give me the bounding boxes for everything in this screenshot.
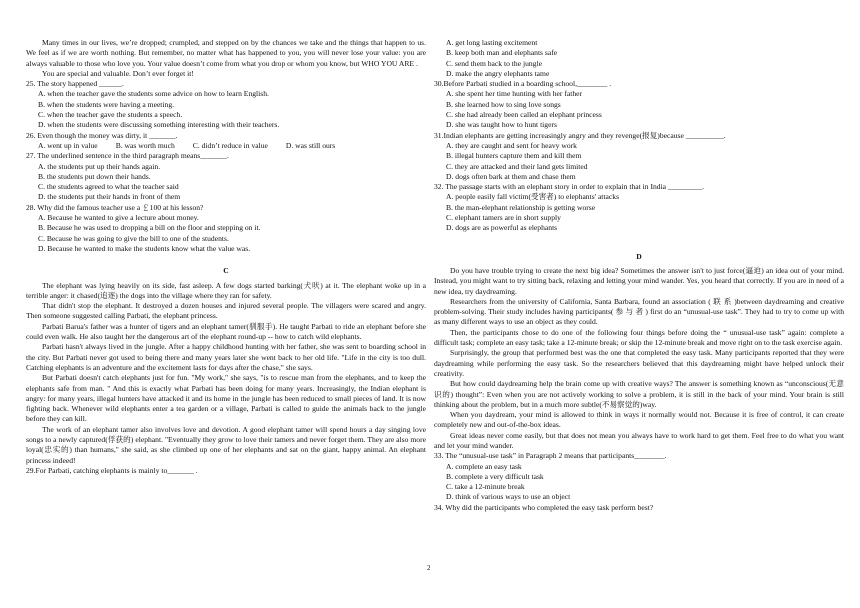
option: D. Because he wanted to make the students know what the value was. [38, 243, 251, 253]
option: A. went up in value [38, 140, 98, 150]
option: A. she spent her time hunting with her father [446, 89, 583, 99]
option: D. think of various ways to use an object [446, 492, 571, 502]
option: C. send them back to the jungle [446, 58, 542, 68]
right-column [434, 38, 844, 513]
question-30: 30.Before Parbati studied in a boarding school,________ . [434, 79, 612, 89]
option: A. Because he wanted to give a lecture about money. [38, 213, 199, 223]
option: B. keep both man and elephants safe [446, 48, 558, 58]
option: C. elephant tamers are in short supply [446, 213, 561, 223]
passage-paragraph: But how could daydreaming help the brain come up with creative ways? The answer is something known as “unconscious(无意识的) thought”: Even when you are not actively working to solve a problem, it is still in the back of your mind. Your brain is still thinking about the problem, but in a much more subtle(不易察觉的)way. [434, 379, 844, 409]
options-row [38, 141, 426, 151]
option: B. the students put down their hands. [38, 171, 151, 181]
passage-paragraph: When you daydream, your mind is allowed to think in ways it normally would not. Because it is free of control, it can create completely new and out-of-the-box ideas. [434, 410, 844, 430]
option: A. complete an easy task [446, 461, 522, 471]
option: B. when the students were having a meeting. [38, 99, 175, 109]
passage-paragraph: Great ideas never come easily, but that does not mean you always have to work hard to get them. Feel free to do what you want and let your mind wander. [434, 430, 844, 450]
option: C. she had already been called an elephant princess [446, 110, 602, 120]
option: C. they are attacked and their land gets limited [446, 161, 588, 171]
option: B. complete a very difficult task [446, 471, 544, 481]
option: A. they are caught and sent for heavy work [446, 140, 577, 150]
option: B. illegal hunters capture them and kill them [446, 151, 582, 161]
option: D. dogs often bark at them and chase them [446, 171, 576, 181]
question-27: 27. The underlined sentence in the third paragraph means_______. [26, 151, 229, 161]
option: C. when the teacher gave the students a speech. [38, 110, 183, 120]
page-number: 2 [427, 564, 431, 572]
question-26: 26. Even though the money was dirty, it _______. [26, 130, 178, 140]
option: C. the students agreed to what the teacher said [38, 182, 179, 192]
option: D. when the students were discussing something interesting with their teachers. [38, 120, 280, 130]
question-29: 29.For Parbati, catching elephants is mainly to_______ . [26, 465, 198, 475]
option: D. the students put their hands in front of them [38, 192, 181, 202]
option: D. she was taught how to hunt tigers [446, 120, 557, 130]
passage-paragraph: Do you have trouble trying to create the next big idea? Sometimes the answer isn't to just force(逼迫) an idea out of your mind. Instead, you might want to try sitting back, relaxing and letting your mind wander. Yes, you heard that correctly. If you are in need of a new idea, try daydreaming. [434, 265, 844, 296]
option: A. get long lasting excitement [446, 38, 538, 47]
question-25: 25. The story happened ______. [26, 79, 124, 89]
option: B. Because he was used to dropping a bill on the floor and stepping on it. [38, 223, 261, 233]
passage-paragraph: Surprisingly, the group that performed best was the one that completed the easy task. Many participants reported that they were daydreaming while performing the easy task. So the researchers believed that this daydreaming might have helped unlock their creativity. [434, 348, 844, 378]
passage-paragraph: The elephant was lying heavily on its side, fast asleep. A few dogs started barking(犬吠) at it. The elephant woke up in a terrible anger: it chased(追逐) the dogs into the village where they ran for safety. [26, 280, 426, 300]
option: C. didn’t reduce in value [192, 140, 268, 150]
passage-paragraph: The work of an elephant tamer also involves love and devotion. A good elephant tamer will spend hours a day singing love songs to a newly captured(俘获的) elephant. "Eventually they grow to love their tamers and never forget them. They are also more loyal(忠实的) than humans," she said, as she climbed up one of her elephants and sat on the giant, happy animal. An elephant princess indeed! [26, 424, 426, 465]
question-34: 34. Why did the participants who completed the easy task perform best? [434, 502, 654, 512]
option: B. was worth much [115, 140, 175, 150]
option: A. the students put up their hands again. [38, 161, 161, 171]
option: D. was still ours [285, 140, 336, 150]
passage-paragraph: Parbati hasn't always lived in the jungle. After a happy childhood hunting with her father, she was sent to boarding school in the city. But Parbati never got used to being there and many years later she went back to her old life. "Life in the city is too dull. Catching elephants is an adventure and the excitement lasts for days after the chase," she says. [26, 342, 426, 372]
passage-paragraph: Researchers from the university of California, Santa Barbara, found an association ( 联 系 )between daydreaming and creative problem-solving. Their study includes having participants( 参 与 者 ) first do an “unusual-use task”. They had to try to come up with as many different ways to use an object as they could. [434, 296, 844, 327]
question-33: 33. The “unusual-use task” in Paragraph 2 means that participants________. [434, 451, 667, 461]
intro-paragraph: You are special and valuable. Don’t ever forget it! [42, 68, 194, 78]
passage-paragraph: But Parbati doesn't catch elephants just for fun. "My work," she says, "is to rescue man from the elephants, and to keep the elephants safe from man. " And this is exactly what Parbati has been doing for many years. Increasingly, the Indian elephant is angry: for many years, illegal hunters have attacked it and its home in the jungle has been reduced to small pieces of land. It is now fighting back. Whenever wild elephants enter a tea garden or a village, Parbati is called to guide the animals back to the jungle before they can kill. [26, 373, 426, 424]
section-heading-d: D [636, 251, 642, 261]
passage-paragraph: That didn't stop the elephant. It destroyed a dozen houses and injured several people. The villagers were scared and angry. Then someone suggested calling Parbati, the elephant princess. [26, 301, 426, 321]
option: D. dogs are as powerful as elephants [446, 223, 558, 233]
option: C. take a 12-minute break [446, 482, 525, 492]
option: D. make the angry elephants tame [446, 68, 550, 78]
option: C. Because he was going to give the bill to one of the students. [38, 233, 229, 243]
left-column [26, 38, 426, 476]
passage-paragraph: Then, the participants chose to do one of the following four things before doing the “ unusual-use task” again: complete a difficult task; complete an easy task; take a 12-minute break; or skip the 12-minute break and move right on to the task exercise again. [434, 327, 844, 348]
intro-paragraph: Many times in our lives, we’re dropped; crumpled, and stepped on by the chances we take and the things that happen to us. We feel as if we are worth nothing. But remember, no matter what has happened to you, you will never lose your value: you are always valuable to those who love you. Your value doesn’t come from what you drop or whom you know, but WHO YOU ARE . [26, 38, 426, 68]
question-31: 31.Indian elephants are getting increasingly angry and they revenge(报复)because __________. [434, 130, 726, 140]
option: A. people easily fall victim(受害者) to elephants' attacks [446, 192, 620, 202]
passage-paragraph: Parbati Barua's father was a hunter of tigers and an elephant tamer(驯服手). He taught Parbati to ride an elephant before she could even walk. He also taught her the dangerous art of the elephant round-up -- how to catch wild elephants. [26, 321, 426, 342]
option: A. when the teacher gave the students some advice on how to learn English. [38, 89, 269, 99]
question-28: 28. Why did the famous teacher use a ￡100 at his lesson? [26, 202, 204, 212]
question-32: 32. The passage starts with an elephant story in order to explain that in India _________. [434, 182, 705, 192]
option: B. the man-elephant relationship is getting worse [446, 202, 596, 212]
option: B. she learned how to sing love songs [446, 99, 561, 109]
section-heading-c: C [223, 266, 229, 276]
